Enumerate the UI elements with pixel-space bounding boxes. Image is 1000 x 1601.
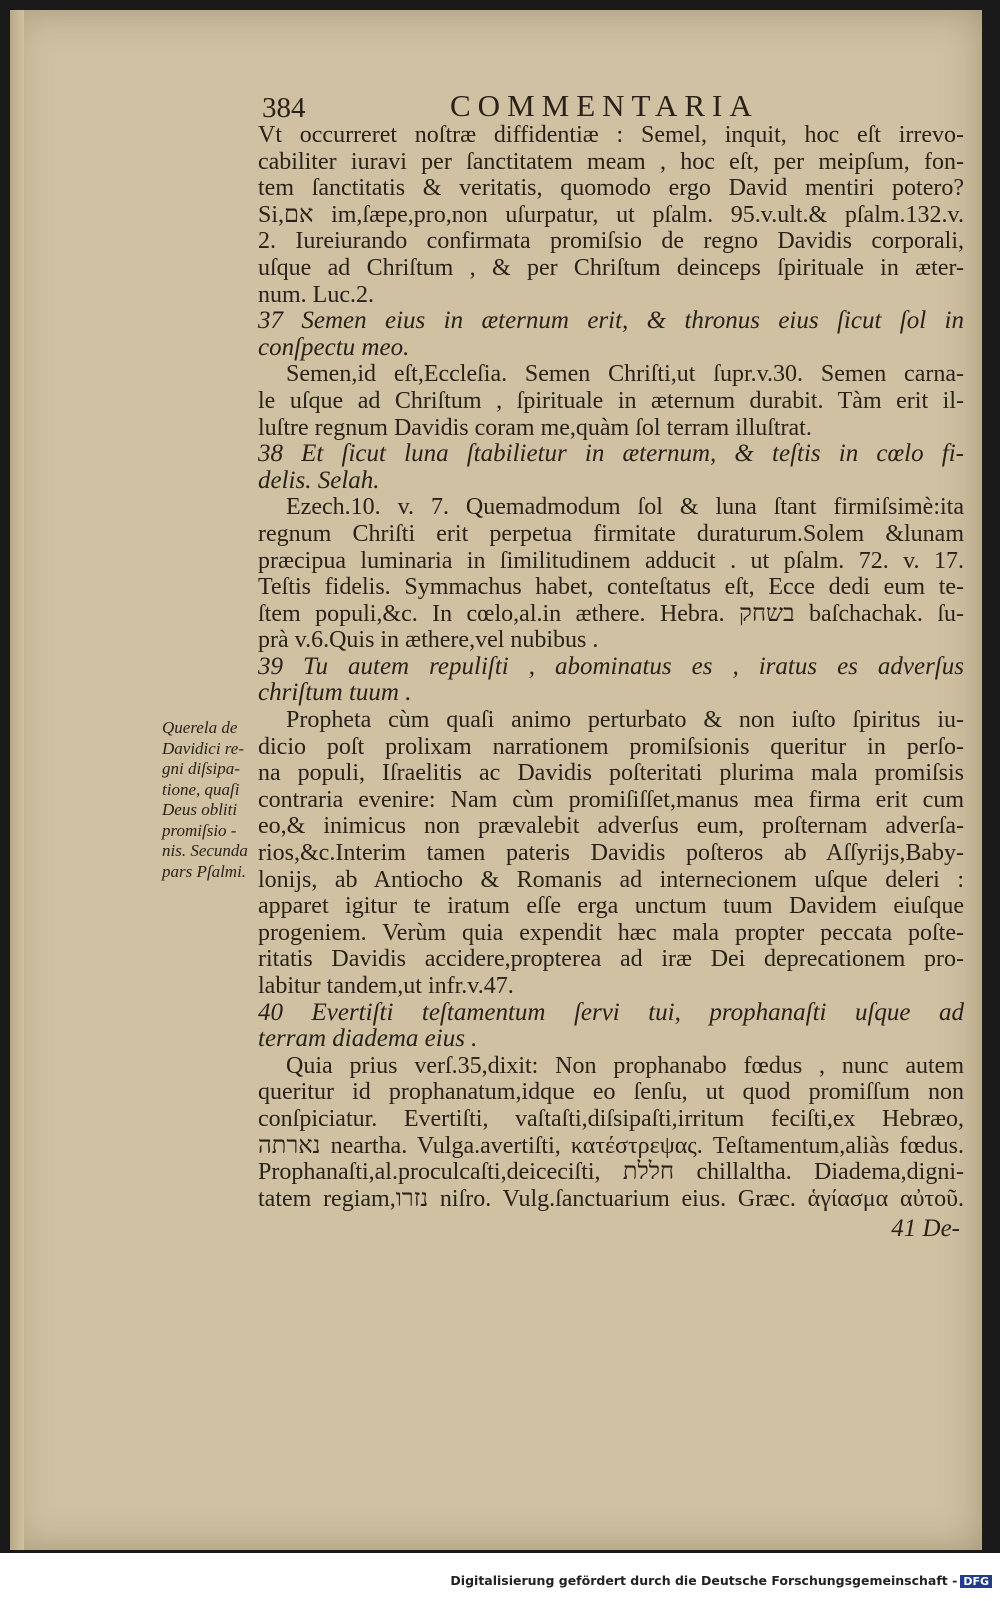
- running-head: [262, 86, 962, 126]
- text-line: num. Luc.2.: [258, 281, 374, 308]
- main-text: [258, 122, 964, 1243]
- dfg-logo: DFG: [960, 1575, 992, 1588]
- marginal-note: [162, 718, 262, 882]
- text-line: dicio poſt prolixam narrationem promiſsionis queritur in perſo-: [258, 733, 964, 760]
- verse-line: terram diadema eius .: [258, 1025, 478, 1053]
- paragraph-38: [258, 494, 964, 654]
- text-line: progeniem. Verùm quia expendit hæc mala propter peccata poſte-: [258, 919, 964, 946]
- marginal-line: pars Pſalmi.: [162, 861, 247, 881]
- marginal-line: Deus obliti: [162, 800, 238, 819]
- text-line: tatem regiam,נזרו niſro. Vulg.ſanctuarium eius. Græc. ἁγίασμα αὐτοῦ.: [258, 1185, 964, 1212]
- verse-37: [258, 308, 964, 361]
- text-line: queritur id prophanatum,idque eo ſenſu, ut quod promiſſum non: [258, 1079, 964, 1106]
- verse-line: 39 Tu autem repuliſti , abominatus es , iratus es adverſus: [258, 652, 964, 680]
- marginal-line: Davidici re-: [162, 738, 244, 758]
- text-line: ſtem populi,&c. In cœlo,al.in æthere. Hebra. בשחק baſchachak. ſu-: [258, 600, 964, 627]
- opening-paragraph: [258, 122, 964, 308]
- verse-line: conſpectu meo.: [258, 333, 410, 361]
- verse-39: [258, 654, 964, 707]
- text-line: lonijs, ab Antiocho & Romanis ad internecionem uſque deleri :: [258, 866, 964, 893]
- text-line: contraria evenire: Nam cùm promiſiſſet,manus mea firma erit cum: [258, 786, 964, 813]
- paragraph-40: [258, 1053, 964, 1213]
- text-line: præcipua luminaria in ſimilitudinem adducit . ut pſalm. 72. v. 17.: [258, 547, 964, 574]
- text-line: 2. Iureiurando confirmata promiſsio de regno Davidis corporali,: [258, 228, 964, 255]
- verse-line: 37 Semen eius in æternum erit, & thronus eius ſicut ſol in: [258, 307, 964, 335]
- text-line: Vt occurreret noſtræ diffidentiæ : Semel, inquit, hoc eſt irrevo-: [258, 122, 964, 148]
- verse-38: [258, 441, 964, 494]
- catchword: 41 De-: [891, 1215, 960, 1243]
- digitization-credit: [0, 1573, 992, 1588]
- credit-text: Digitalisierung gefördert durch die Deutsche Forschungsgemeinschaft -: [450, 1573, 958, 1588]
- text-line: labitur tandem,ut infr.v.47.: [258, 973, 514, 999]
- text-line: Propheta cùm quaſi animo perturbato & non iuſto ſpiritus iu-: [286, 707, 964, 734]
- text-line: uſque ad Chriſtum , & per Chriſtum deinceps ſpirituale in æter-: [258, 254, 964, 281]
- text-line: Teſtis fidelis. Symmachus habet, conteſtatus eſt, Ecce dedi eum te-: [258, 574, 964, 601]
- text-line: eo,& inimicus non prævalebit adverſus eum, proſternam adverſa-: [258, 813, 964, 840]
- text-line: נארתה neartha. Vulga.avertiſti, κατέστρεψας. Teſtamentum,aliàs fœdus.: [258, 1132, 964, 1159]
- text-line: ritatis Davidis accidere,propterea ad iræ Dei deprecationem pro-: [258, 946, 964, 973]
- text-line: regnum Chriſti erit perpetua firmitate duraturum.Solem &lunam: [258, 520, 964, 547]
- text-line: Si,אם im,ſæpe,pro,non uſurpatur, ut pſalm. 95.v.ult.& pſalm.132.v.: [258, 201, 964, 228]
- text-line: rios,&c.Interim tamen pateris Davidis poſteros ab Aſſyrijs,Baby-: [258, 840, 964, 867]
- text-line: Quia prius verſ.35,dixit: Non prophanabo fœdus , nunc autem: [286, 1052, 964, 1079]
- text-line: apparet igitur te iratum eſſe erga unctum tuum Davidem eiuſque: [258, 893, 964, 920]
- marginal-line: promiſsio -: [162, 820, 237, 840]
- paragraph-37: [258, 361, 964, 441]
- verse-40: [258, 1000, 964, 1053]
- text-line: conſpiciatur. Evertiſti, vaſtaſti,diſsipaſti,irritum feciſti,ex Hebræo,: [258, 1105, 964, 1132]
- marginal-line: nis. Secunda: [162, 841, 248, 860]
- text-line: prà v.6.Quis in æthere,vel nubibus .: [258, 627, 599, 654]
- verse-line: chriſtum tuum .: [258, 679, 412, 707]
- marginal-line: Querela de: [162, 718, 238, 737]
- text-line: Semen,id eſt,Eccleſia. Semen Chriſti,ut ſupr.v.30. Semen carna-: [286, 361, 964, 388]
- text-line: tem ſanctitatis & veritatis, quomodo ergo David mentiri potero?: [258, 175, 964, 202]
- text-line: cabiliter iuravi per ſanctitatem meam , hoc eſt, per meipſum, fon-: [258, 148, 964, 175]
- paragraph-39: [258, 707, 964, 1000]
- marginal-line: gni diſsipa-: [162, 759, 240, 778]
- verse-line: delis. Selah.: [258, 466, 380, 494]
- verse-line: 40 Evertiſti teſtamentum ſervi tui, prophanaſti uſque ad: [258, 998, 964, 1026]
- text-line: luſtre regnum Davidis coram me,quàm ſol terram illuſtrat.: [258, 414, 812, 441]
- running-title: COMMENTARIA: [450, 88, 759, 123]
- verse-line: 38 Et ſicut luna ſtabilietur in æternum, & teſtis in cœlo fi-: [258, 440, 964, 468]
- page-number: 384: [262, 92, 306, 124]
- text-line: Prophanaſti,al.proculcaſti,deiceciſti, חללת chillaltha. Diadema,digni-: [258, 1159, 964, 1186]
- page-gutter: [10, 10, 24, 1550]
- text-line: le uſque ad Chriſtum , ſpirituale in æternum durabit. Tàm erit il-: [258, 387, 964, 414]
- text-line: na populi, Iſraelitis ac Davidis poſteritati plurima mala promiſsis: [258, 760, 964, 787]
- marginal-line: tione, quaſi: [162, 779, 240, 799]
- text-line: Ezech.10. v. 7. Quemadmodum ſol & luna ſtant firmiſsimè:ita: [286, 494, 964, 521]
